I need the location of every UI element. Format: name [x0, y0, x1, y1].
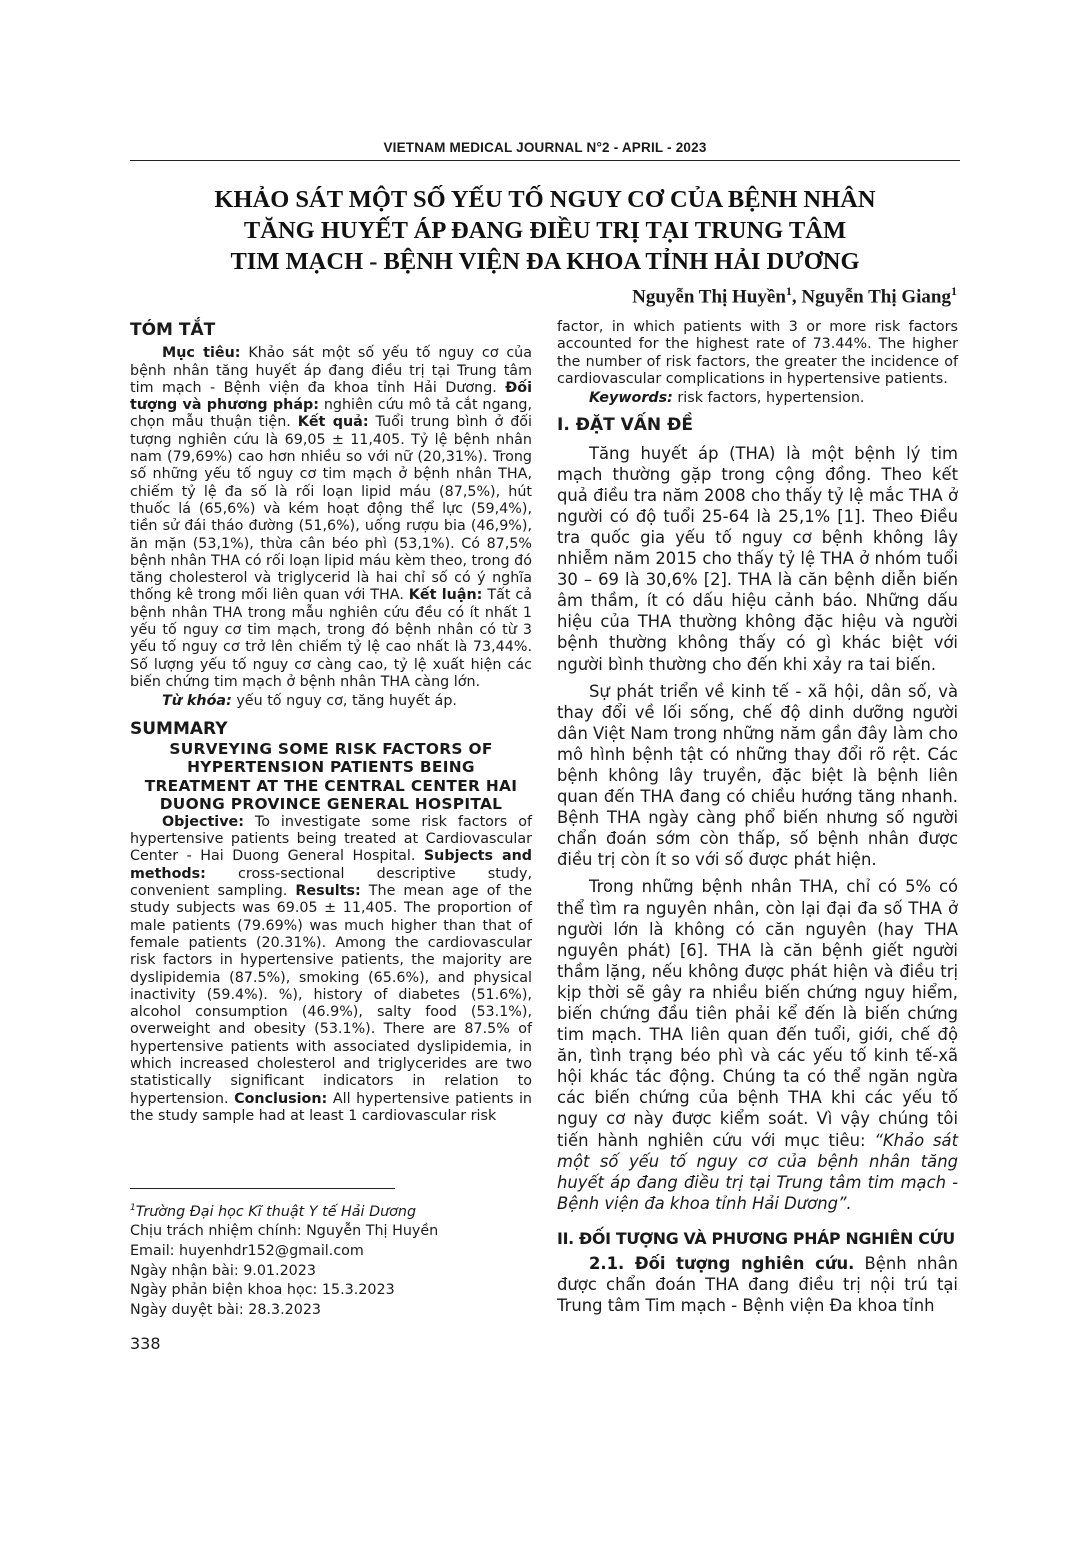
summary-title-line-2: HYPERTENSION PATIENTS BEING: [187, 758, 475, 777]
abstract-vi-body: [130, 345, 532, 691]
summary-title: [130, 740, 532, 814]
summary-title-line-1: SURVEYING SOME RISK FACTORS OF: [169, 739, 493, 758]
abstract-vi-keywords: [130, 693, 532, 710]
summary-conclusion-text: All hypertensive patients in the study sample had at least 1 cardiovascular risk: [130, 1090, 532, 1124]
footnotes: [130, 1199, 438, 1320]
summary-body: [130, 814, 532, 1125]
summary-keywords-label: Keywords:: [589, 390, 673, 407]
summary-objective-text: To investigate some risk factors of hypertensive patients being treated at Cardiovascular Center - Hai Duong General Hospital.: [130, 813, 532, 865]
abstract-vi-conclusion-text: Tất cả bệnh nhân THA trong mẫu nghiên cứu đều có ít nhất 1 yếu tố nguy cơ tim mạch, trong đó bệnh nhân có từ 3 yếu tố nguy cơ trở lên chiếm tỷ lệ cao nhất là 73,44%. Số lượng yếu tố nguy cơ càng cao, tỷ lệ xuất hiện các biến chứng tim mạch ở bệnh nhân THA càng lớn.: [130, 587, 532, 690]
summary-methods-label: Subjects and methods:: [130, 848, 532, 882]
summary-objective-label: Objective:: [162, 813, 244, 830]
abstract-vi-keywords-label: Từ khóa:: [162, 693, 232, 710]
footnote-reviewed: Ngày phản biện khoa học: 15.3.2023: [130, 1282, 395, 1299]
abstract-vi-keywords-text: yếu tố nguy cơ, tăng huyết áp.: [231, 693, 457, 710]
abstract-vi-results-label: Kết quả:: [297, 414, 369, 431]
section-1-heading: I. ĐẶT VẤN ĐỀ: [557, 415, 693, 436]
summary-keywords-text: risk factors, hypertension.: [672, 390, 865, 407]
author-line: [632, 284, 957, 308]
title-line-3: TIM MẠCH - BỆNH VIỆN ĐA KHOA TỈNH HẢI DƯƠNG: [230, 248, 860, 275]
footnote-received: Ngày nhận bài: 9.01.2023: [130, 1262, 316, 1279]
author-2-affiliation-mark: 1: [951, 284, 957, 298]
author-2: Nguyễn Thị Giang: [801, 286, 951, 308]
abstract-vi-results-text: Tuổi trung bình ở đối tượng nghiên cứu là 69,05 ± 11,405. Tỷ lệ bệnh nhân nam (79,69%) cao hơn nhiều so với nữ (20,31%). Trong số những yếu tố nguy cơ tim mạch ở bệnh nhân THA, chiếm tỷ lệ đa số là rối loạn lipid máu (87,5%), hút thuốc lá (65,6%) và kém hoạt động thể lực (59,4%), tiền sử đái tháo đường (51,6%), uống rượu bia (46,9%), ăn mặn (53,1%), thừa cân béo phì (53,1%). Có 87,5% bệnh nhân THA có rối loạn lipid máu kèm theo, trong đó tăng cholesterol và triglycerid là hai chỉ số có ý nghĩa thống kê trong mối liên quan với THA.: [130, 414, 532, 604]
footnote-responsible: Chịu trách nhiệm chính: Nguyễn Thị Huyền: [130, 1223, 439, 1240]
section-2-1-text: Bệnh nhân được chẩn đoán THA đang điều trị nội trú tại Trung tâm Tim mạch - Bệnh viện Đa khoa tỉnh: [557, 1254, 959, 1316]
right-column: [557, 319, 958, 1322]
article-title: [160, 184, 930, 277]
left-column: [130, 322, 532, 1125]
author-1-affiliation-mark: 1: [785, 284, 792, 298]
footnote-affiliation-mark: 1: [130, 1203, 136, 1213]
summary-results-label: Results:: [295, 883, 361, 900]
title-line-1: KHẢO SÁT MỘT SỐ YẾU TỐ NGUY CƠ CỦA BỆNH NHÂN: [214, 186, 876, 213]
page-number: 338: [130, 1334, 161, 1353]
section-1-objective-quote: “Khảo sát một số yếu tố nguy cơ của bệnh nhân tăng huyết áp đang điều trị tại Trung tâm tim mạch - Bệnh viện đa khoa tỉnh Hải Dương”.: [557, 1130, 958, 1213]
journal-header: VIETNAM MEDICAL JOURNAL N°2 - APRIL - 2023: [383, 140, 707, 155]
summary-results-text: The mean age of the study subjects was 69.05 ± 11,405. The proportion of male patients (79.69%) was much higher than that of female patients (20.31%). Among the cardiovascular risk factors in hypertensive patients, the majority are dyslipidemia (87.5%), smoking (65.6%), and physical inactivity (59.4%). %), history of diabetes (51.6%), alcohol consumption (46.9%), salty food (53.1%), overweight and obesity (53.1%). There are 87.5% of hypertensive patients with associated dyslipidemia, in which increased cholesterol and triglycerides are two statistically significant indicators in relation to hypertension.: [130, 883, 533, 1107]
header-rule: [130, 160, 960, 161]
abstract-vi-methods-label: Đối tượng và phương pháp:: [130, 379, 532, 414]
footnote-affiliation: [130, 1199, 438, 1222]
summary-conclusion-continued: factor, in which patients with 3 or more risk factors accounted for the highest rate of 73.44%. The higher the number of risk factors, the greater the incidence of cardiovascular complications in hypertensive patients.: [557, 319, 958, 387]
section-1-paragraph-3-text: Trong những bệnh nhân THA, chỉ có 5% có thể tìm ra nguyên nhân, còn lại đại đa số THA ở người lớn là không có căn nguyên (hay THA nguyên phát) [6]. THA là căn bệnh giết người thầm lặng, nếu không được phát hiện và điều trị kịp thời sẽ gây ra nhiều biến chứng nguy hiểm, biến chứng đầu tiên phải kể đến là biến chứng tim mạch. THA liên quan đến tuổi, giới, chế độ ăn, tình trạng béo phì và các yếu tố kinh tế-xã hội khác tác động. Chúng ta có thể ngăn ngừa các biến chứng của bệnh THA khi các yếu tố nguy cơ này được kiểm soát. Vì vậy chúng tôi tiến hành nghiên cứu với mục tiêu:: [557, 877, 958, 1150]
section-2-1-paragraph: [557, 1253, 958, 1316]
summary-methods-text: cross-sectional descriptive study, convenient sampling.: [130, 865, 532, 900]
summary-keywords: [557, 390, 958, 407]
author-separator: ,: [791, 286, 802, 308]
author-1: Nguyễn Thị Huyền: [632, 286, 786, 308]
summary-title-line-3: TREATMENT AT THE CENTRAL CENTER HAI: [144, 776, 518, 795]
section-1-paragraph-2: Sự phát triển về kinh tế - xã hội, dân số, và thay đổi về lối sống, chế độ dinh dưỡng người dân Việt Nam trong những năm gần đây làm cho mô hình bệnh tật có những thay đổi rõ rệt. Các bệnh không lây truyền, đặc biệt là bệnh liên quan đến THA đang có chiều hướng tăng nhanh. Bệnh THA ngày càng phổ biến nhưng số người chẩn đoán sớm còn thấp, số bệnh nhân được điều trị còn ít so với số được phát hiện.: [557, 681, 958, 870]
abstract-vi-objective-text: Khảo sát một số yếu tố nguy cơ của bệnh nhân tăng huyết áp đang điều trị tại Trung tâm tim mạch - Bệnh viện đa khoa tỉnh Hải Dương.: [130, 345, 532, 396]
section-1-paragraph-1: Tăng huyết áp (THA) là một bệnh lý tim mạch thường gặp trong cộng đồng. Theo kết quả điều tra năm 2008 cho thấy tỷ lệ mắc THA ở người có độ tuổi 25-64 là 25,1% [1]. Theo Điều tra quốc gia yếu tố nguy cơ bệnh không lây nhiễm năm 2015 cho thấy tỷ lệ THA ở nhóm tuổi 30 – 69 là 30,6% [2]. THA là căn bệnh diễn biến âm thầm, ít có dấu hiệu cảnh báo. Những dấu hiệu của THA thường không đặc hiệu và người bệnh thường không thấy có gì khác biệt với người bình thường cho đến khi xảy ra tai biến.: [557, 443, 958, 674]
summary-conclusion-label: Conclusion:: [234, 1090, 328, 1107]
abstract-vi-heading: TÓM TẮT: [130, 320, 216, 340]
footnote-affiliation-text: Trường Đại học Kĩ thuật Y tế Hải Dương: [135, 1203, 417, 1220]
summary-heading: SUMMARY: [130, 718, 228, 739]
footnote-accepted: Ngày duyệt bài: 28.3.2023: [130, 1301, 322, 1318]
abstract-vi-methods-text: nghiên cứu mô tả cắt ngang, chọn mẫu thuận tiện.: [130, 397, 533, 431]
abstract-vi-objective-label: Mục tiêu:: [162, 345, 241, 362]
title-line-2: TĂNG HUYẾT ÁP ĐANG ĐIỀU TRỊ TẠI TRUNG TÂM: [243, 217, 847, 244]
section-1-paragraph-3: [557, 876, 958, 1214]
abstract-vi-conclusion-label: Kết luận:: [408, 587, 483, 604]
section-2-1-label: 2.1. Đối tượng nghiên cứu.: [589, 1254, 855, 1274]
section-2-heading: II. ĐỐI TƯỢNG VÀ PHƯƠNG PHÁP NGHIÊN CỨU: [557, 1228, 955, 1248]
footnote-rule: [130, 1188, 395, 1189]
footnote-email: Email: huyenhdr152@gmail.com: [130, 1242, 364, 1259]
summary-title-line-4: DUONG PROVINCE GENERAL HOSPITAL: [159, 795, 503, 814]
